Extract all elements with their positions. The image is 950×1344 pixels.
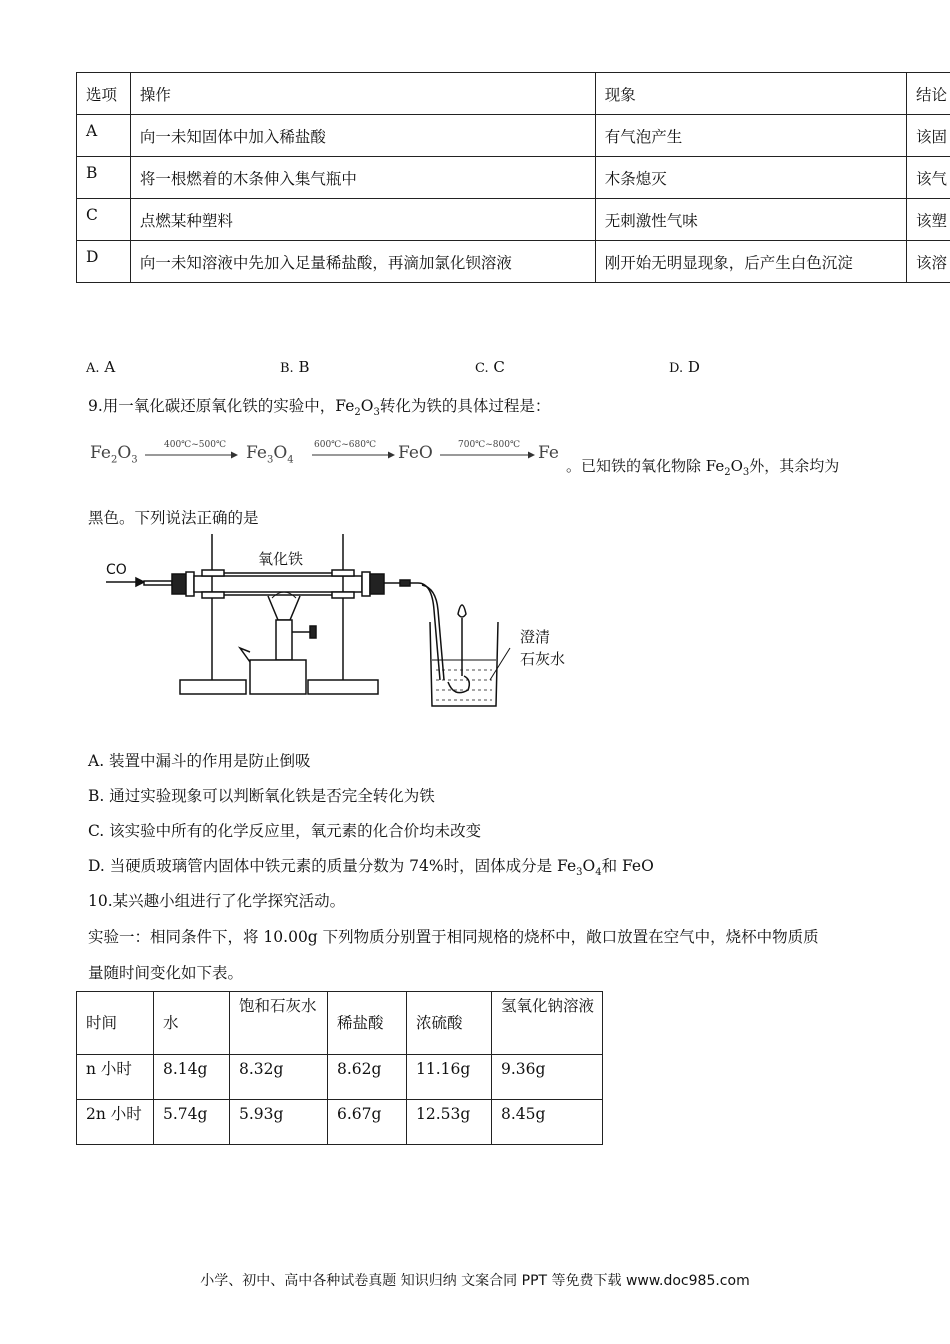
table-row — [77, 1055, 603, 1100]
limewater-label-line2: 石灰水 — [520, 650, 566, 668]
species-fe3o4: $Fe_3O_4$ — [246, 443, 294, 466]
value-cell: 8.14g — [154, 1055, 230, 1100]
phenomenon-cell: 刚开始无明显现象，后产生白色沉淀 — [595, 241, 906, 283]
conclusion-cell: 该塑 — [907, 199, 950, 241]
header-cell: 选项 — [77, 73, 131, 115]
question-9-stem-tail: 。已知铁的氧化物除 $Fe_2O_3$外，其余均为 — [566, 457, 840, 478]
experiment-1-line2: 量随时间变化如下表。 — [88, 964, 244, 982]
table-row — [77, 115, 950, 157]
apparatus-diagram — [100, 530, 580, 714]
choice-c[interactable]: C. C — [475, 358, 505, 376]
operation-cell: 向一未知固体中加入稀盐酸 — [130, 115, 595, 157]
header-cell: 水 — [154, 992, 230, 1055]
option-letter-cell: B — [77, 157, 131, 199]
limewater-label-line1: 澄清 — [520, 628, 551, 646]
condition-1: 400℃~500℃ — [164, 440, 227, 450]
operation-cell: 点燃某种塑料 — [130, 199, 595, 241]
value-cell: 6.67g — [328, 1100, 407, 1145]
option-letter-cell: D — [77, 241, 131, 283]
value-cell: 8.62g — [328, 1055, 407, 1100]
value-cell: 8.45g — [492, 1100, 603, 1145]
q9-option-a[interactable]: A. 装置中漏斗的作用是防止倒吸 — [88, 752, 311, 770]
table-header-row — [77, 992, 603, 1055]
value-cell: 8.32g — [230, 1055, 328, 1100]
value-cell: 11.16g — [407, 1055, 492, 1100]
option-letter-cell: C — [77, 199, 131, 241]
conclusion-cell: 该溶 — [907, 241, 950, 283]
q9-option-d[interactable]: D. 当硬质玻璃管内固体中铁元素的质量分数为 74%时，固体成分是 $Fe_3O_4$和 FeO — [88, 857, 654, 879]
phenomenon-cell: 木条熄灭 — [595, 157, 906, 199]
phenomenon-cell: 有气泡产生 — [595, 115, 906, 157]
choice-b[interactable]: B. B — [280, 358, 310, 376]
operation-cell: 向一未知溶液中先加入足量稀盐酸，再滴加氯化钡溶液 — [130, 241, 595, 283]
header-cell: 时间 — [77, 992, 154, 1055]
choice-a[interactable]: A. A — [86, 358, 116, 376]
co-label: CO — [106, 562, 127, 578]
table-row — [77, 157, 950, 199]
mass-change-table — [76, 991, 603, 1145]
time-cell: n 小时 — [77, 1055, 154, 1100]
value-cell: 9.36g — [492, 1055, 603, 1100]
iron-oxide-label: 氧化铁 — [258, 550, 304, 568]
question-9-stem: 9.用一氧化碳还原氧化铁的实验中，$Fe_2O_3$转化为铁的具体过程是： — [88, 397, 551, 419]
question-10-stem: 10.某兴趣小组进行了化学探究活动。 — [88, 892, 346, 910]
header-cell: 氢氧化钠溶液 — [492, 992, 603, 1055]
apparatus-drawing — [100, 530, 580, 714]
header-cell: 结论 — [907, 73, 950, 115]
choice-d[interactable]: D. D — [669, 358, 700, 376]
species-fe: Fe — [538, 443, 559, 463]
condition-2: 600℃~680℃ — [314, 440, 377, 450]
value-cell: 5.93g — [230, 1100, 328, 1145]
value-cell: 12.53g — [407, 1100, 492, 1145]
condition-3: 700℃~800℃ — [458, 440, 521, 450]
conclusion-cell: 该气 — [907, 157, 950, 199]
experiment-1-line1: 实验一：相同条件下，将 10.00g 下列物质分别置于相同规格的烧杯中，敞口放置在空气中，烧杯中物质质 — [88, 928, 819, 946]
header-cell: 现象 — [595, 73, 906, 115]
table-row — [77, 199, 950, 241]
table-row — [77, 241, 950, 283]
option-letter-cell: A — [77, 115, 131, 157]
species-feo: FeO — [398, 443, 433, 463]
conclusion-cell: 该固 — [907, 115, 950, 157]
q9-option-c[interactable]: C. 该实验中所有的化学反应里，氧元素的化合价均未改变 — [88, 822, 482, 840]
table-row — [77, 1100, 603, 1145]
reaction-chain — [88, 436, 568, 476]
q9-option-b[interactable]: B. 通过实验现象可以判断氧化铁是否完全转化为铁 — [88, 787, 435, 805]
experiment-options-table — [76, 72, 950, 283]
header-cell: 饱和石灰水 — [230, 992, 328, 1055]
header-cell: 操作 — [130, 73, 595, 115]
question-9-stem-line2: 黑色。下列说法正确的是 — [88, 509, 259, 527]
operation-cell: 将一根燃着的木条伸入集气瓶中 — [130, 157, 595, 199]
page-footer: 小学、初中、高中各种试卷真题 知识归纳 文案合同 PPT 等免费下载 www.doc985.com — [200, 1273, 750, 1289]
table-header-row — [77, 73, 950, 115]
phenomenon-cell: 无刺激性气味 — [595, 199, 906, 241]
value-cell: 5.74g — [154, 1100, 230, 1145]
header-cell: 浓硫酸 — [407, 992, 492, 1055]
time-cell: 2n 小时 — [77, 1100, 154, 1145]
header-cell: 稀盐酸 — [328, 992, 407, 1055]
species-fe2o3: $Fe_2O_3$ — [90, 443, 138, 466]
